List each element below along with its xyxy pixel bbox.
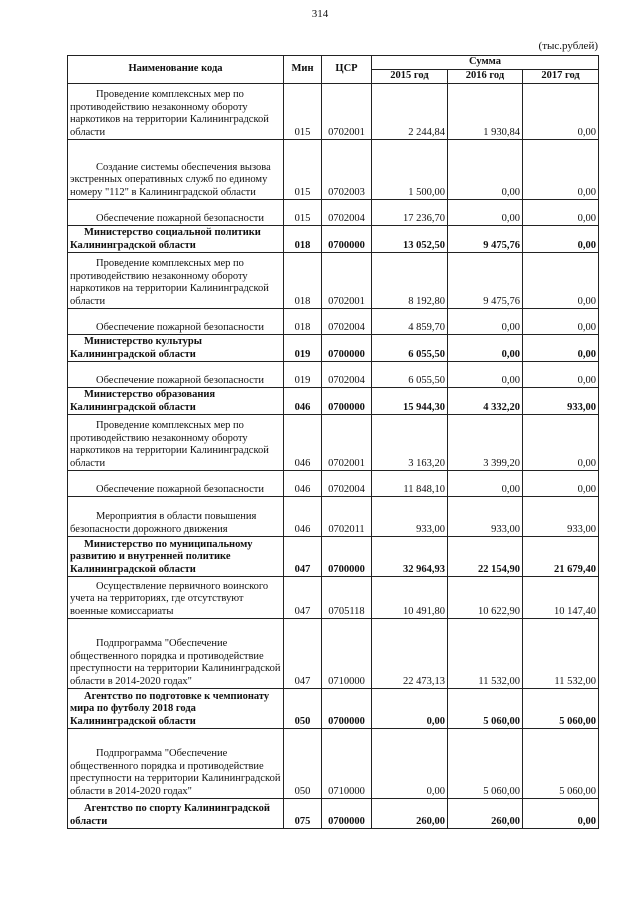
row-2015: 0,00: [372, 689, 448, 729]
row-name: Проведение комплексных мер по противодействию незаконному обороту наркотиков на территории Калининградской области: [68, 253, 284, 309]
row-2015: 32 964,93: [372, 537, 448, 577]
row-name: Осуществление первичного воинского учета на территориях, где отсутствуют военные комиссариаты: [68, 577, 284, 619]
header-sum: Сумма: [372, 56, 599, 70]
row-2017: 0,00: [523, 226, 599, 253]
row-min: 050: [284, 729, 322, 799]
row-csr: 0702001: [322, 415, 372, 471]
row-min: 075: [284, 799, 322, 829]
row-name: Проведение комплексных мер по противодействию незаконному обороту наркотиков на территории Калининградской области: [68, 84, 284, 140]
row-min: 015: [284, 200, 322, 226]
row-2016: 933,00: [448, 497, 523, 537]
table-row: [68, 799, 599, 829]
table-row: [68, 577, 599, 619]
table-row: [68, 140, 599, 200]
table-row: [68, 309, 599, 335]
row-csr: 0700000: [322, 689, 372, 729]
page-number: 314: [311, 8, 329, 20]
row-2016: 22 154,90: [448, 537, 523, 577]
row-2015: 10 491,80: [372, 577, 448, 619]
table-row: [68, 253, 599, 309]
table-row: [68, 388, 599, 415]
row-2015: 15 944,30: [372, 388, 448, 415]
row-2016: 0,00: [448, 309, 523, 335]
row-name: Подпрограмма "Обеспечение общественного порядка и противодействие преступности на территории Калининградской области в 2014-2020 годах": [68, 729, 284, 799]
table-row: [68, 335, 599, 362]
row-min: 047: [284, 619, 322, 689]
row-csr: 0702011: [322, 497, 372, 537]
row-csr: 0702004: [322, 309, 372, 335]
header-csr: ЦСР: [322, 56, 372, 84]
row-name: Мероприятия в области повышения безопасности дорожного движения: [68, 497, 284, 537]
row-csr: 0702001: [322, 84, 372, 140]
row-2015: 1 500,00: [372, 140, 448, 200]
row-2017: 5 060,00: [523, 729, 599, 799]
row-2017: 0,00: [523, 799, 599, 829]
row-name: Обеспечение пожарной безопасности: [68, 200, 284, 226]
row-name: Обеспечение пожарной безопасности: [68, 362, 284, 388]
row-min: 015: [284, 140, 322, 200]
row-2015: 17 236,70: [372, 200, 448, 226]
row-2017: 0,00: [523, 200, 599, 226]
row-2015: 8 192,80: [372, 253, 448, 309]
row-2016: 9 475,76: [448, 253, 523, 309]
row-2015: 22 473,13: [372, 619, 448, 689]
row-2016: 0,00: [448, 362, 523, 388]
row-2016: 3 399,20: [448, 415, 523, 471]
row-2017: 933,00: [523, 388, 599, 415]
row-name: Создание системы обеспечения вызова экстренных оперативных служб по единому номеру "112" в Калининградской области: [68, 140, 284, 200]
table-row: [68, 362, 599, 388]
row-2015: 11 848,10: [372, 471, 448, 497]
row-2017: 10 147,40: [523, 577, 599, 619]
row-csr: 0700000: [322, 335, 372, 362]
row-2015: 4 859,70: [372, 309, 448, 335]
row-2017: 0,00: [523, 471, 599, 497]
row-min: 019: [284, 335, 322, 362]
row-2015: 13 052,50: [372, 226, 448, 253]
row-csr: 0702004: [322, 471, 372, 497]
row-2016: 0,00: [448, 471, 523, 497]
row-min: 047: [284, 577, 322, 619]
row-2016: 1 930,84: [448, 84, 523, 140]
row-2017: 0,00: [523, 253, 599, 309]
row-min: 046: [284, 388, 322, 415]
row-min: 018: [284, 226, 322, 253]
row-name: Агентство по подготовке к чемпионату мира по футболу 2018 года Калининградской области: [68, 689, 284, 729]
header-min: Мин: [284, 56, 322, 84]
row-2017: 5 060,00: [523, 689, 599, 729]
table-row: [68, 619, 599, 689]
row-2017: 0,00: [523, 140, 599, 200]
row-csr: 0702003: [322, 140, 372, 200]
row-name: Подпрограмма "Обеспечение общественного порядка и противодействие преступности на территории Калининградской области в 2014-2020 годах": [68, 619, 284, 689]
row-csr: 0705118: [322, 577, 372, 619]
table-row: [68, 729, 599, 799]
row-name: Министерство образования Калининградской области: [68, 388, 284, 415]
row-2017: 0,00: [523, 362, 599, 388]
table-row: [68, 471, 599, 497]
header-2016: 2016 год: [448, 70, 523, 84]
row-min: 019: [284, 362, 322, 388]
row-2016: 9 475,76: [448, 226, 523, 253]
row-csr: 0702001: [322, 253, 372, 309]
row-2015: 3 163,20: [372, 415, 448, 471]
row-2016: 4 332,20: [448, 388, 523, 415]
row-2017: 11 532,00: [523, 619, 599, 689]
row-csr: 0700000: [322, 537, 372, 577]
row-csr: 0710000: [322, 619, 372, 689]
row-csr: 0702004: [322, 362, 372, 388]
row-2017: 0,00: [523, 335, 599, 362]
row-name: Министерство культуры Калининградской области: [68, 335, 284, 362]
header-2015: 2015 год: [372, 70, 448, 84]
row-csr: 0710000: [322, 729, 372, 799]
row-2016: 260,00: [448, 799, 523, 829]
row-2017: 21 679,40: [523, 537, 599, 577]
row-min: 018: [284, 309, 322, 335]
units-label: (тыс.рублей): [538, 40, 598, 52]
table-row: [68, 497, 599, 537]
row-min: 015: [284, 84, 322, 140]
table-row: [68, 415, 599, 471]
row-name: Министерство социальной политики Калининградской области: [68, 226, 284, 253]
row-min: 046: [284, 415, 322, 471]
row-2015: 6 055,50: [372, 362, 448, 388]
row-2015: 2 244,84: [372, 84, 448, 140]
row-min: 050: [284, 689, 322, 729]
row-min: 046: [284, 497, 322, 537]
row-2015: 260,00: [372, 799, 448, 829]
budget-table: [67, 55, 599, 829]
row-name: Проведение комплексных мер по противодействию незаконному обороту наркотиков на территории Калининградской области: [68, 415, 284, 471]
row-csr: 0700000: [322, 226, 372, 253]
row-name: Министерство по муниципальному развитию и внутренней политике Калининградской области: [68, 537, 284, 577]
row-min: 018: [284, 253, 322, 309]
table-row: [68, 200, 599, 226]
header-name: Наименование кода: [68, 56, 284, 84]
row-2016: 11 532,00: [448, 619, 523, 689]
table-row: [68, 84, 599, 140]
row-2017: 0,00: [523, 309, 599, 335]
table-row: [68, 537, 599, 577]
row-csr: 0702004: [322, 200, 372, 226]
row-name: Обеспечение пожарной безопасности: [68, 471, 284, 497]
row-2016: 0,00: [448, 140, 523, 200]
row-min: 046: [284, 471, 322, 497]
row-2016: 10 622,90: [448, 577, 523, 619]
row-csr: 0700000: [322, 799, 372, 829]
table-row: [68, 226, 599, 253]
row-2015: 933,00: [372, 497, 448, 537]
table-row: [68, 689, 599, 729]
row-min: 047: [284, 537, 322, 577]
row-name: Агентство по спорту Калининградской области: [68, 799, 284, 829]
row-2017: 0,00: [523, 415, 599, 471]
row-2016: 0,00: [448, 200, 523, 226]
row-2017: 0,00: [523, 84, 599, 140]
row-2015: 0,00: [372, 729, 448, 799]
row-2016: 5 060,00: [448, 689, 523, 729]
row-2017: 933,00: [523, 497, 599, 537]
row-csr: 0700000: [322, 388, 372, 415]
row-name: Обеспечение пожарной безопасности: [68, 309, 284, 335]
row-2016: 0,00: [448, 335, 523, 362]
header-2017: 2017 год: [523, 70, 599, 84]
row-2015: 6 055,50: [372, 335, 448, 362]
row-2016: 5 060,00: [448, 729, 523, 799]
